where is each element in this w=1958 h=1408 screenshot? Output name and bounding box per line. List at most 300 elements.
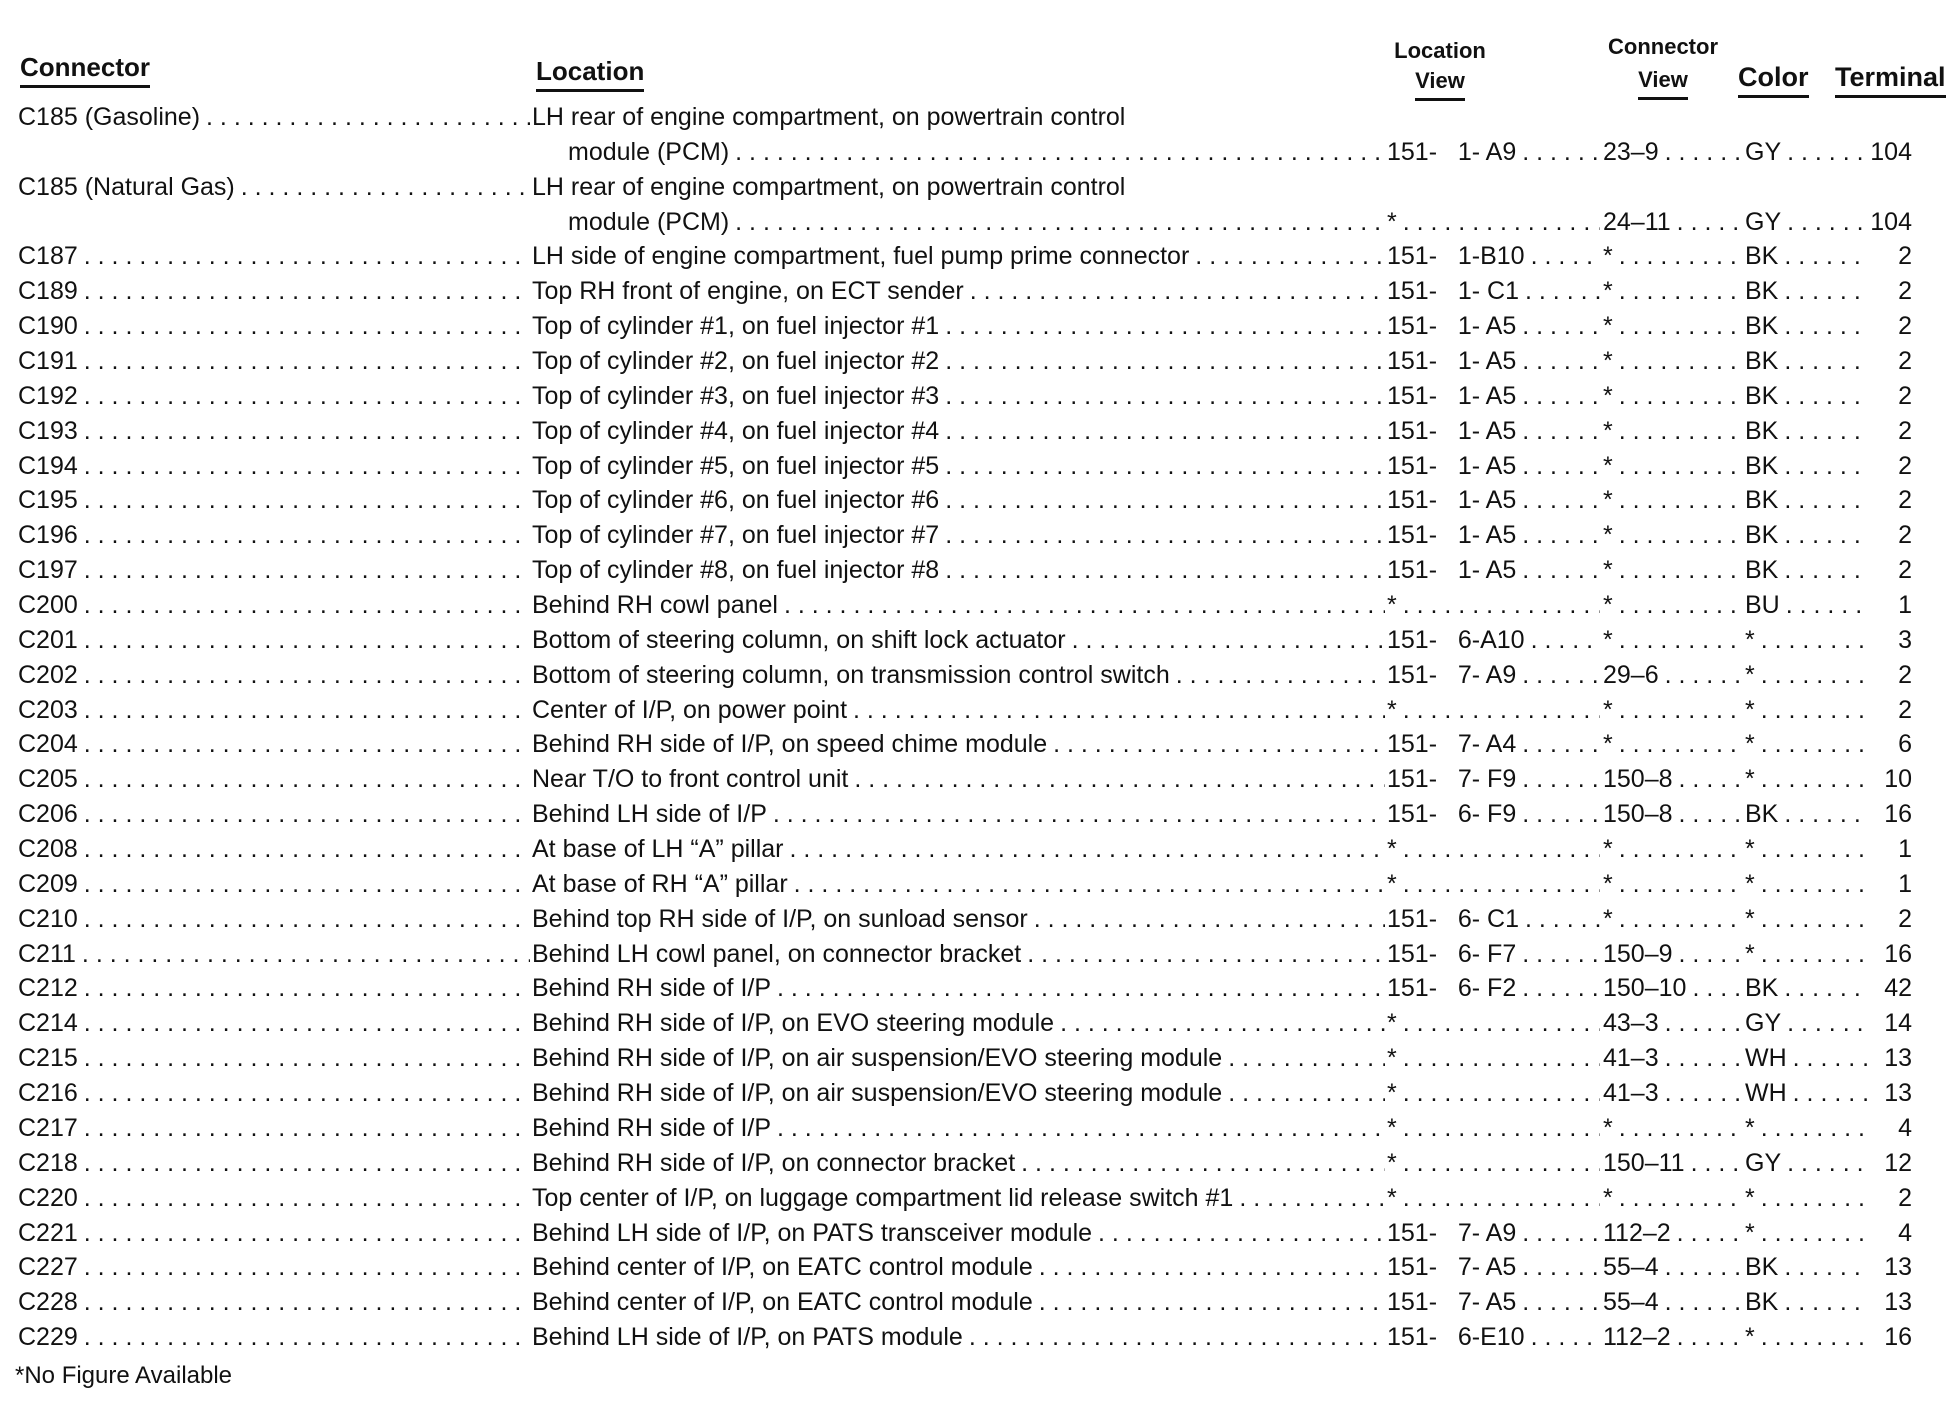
- location-view: [1387, 658, 1600, 693]
- dot-leader: [939, 553, 1385, 588]
- location-text: [532, 797, 1385, 832]
- dot-leader: [1092, 1216, 1385, 1251]
- dot-leader: [1397, 1041, 1600, 1076]
- terminal-count-text: 16: [1884, 800, 1912, 829]
- connector-view-text: 55–4: [1603, 1288, 1659, 1317]
- connector-view-text: *: [1603, 347, 1613, 376]
- dot-leader: [1516, 1285, 1600, 1320]
- location-view: [1387, 1076, 1600, 1111]
- location-text: [532, 309, 1385, 344]
- connector-id-text: C212: [18, 974, 78, 1003]
- terminal-count: [1867, 588, 1912, 623]
- connector-view-text: 24–11: [1603, 207, 1671, 236]
- wire-color: [1745, 832, 1867, 867]
- location-text-text: At base of LH “A” pillar: [532, 835, 784, 864]
- dot-leader: [1397, 1006, 1600, 1041]
- location-text-text: Behind RH side of I/P, on speed chime module: [532, 730, 1048, 759]
- terminal-count-text: 6: [1898, 730, 1912, 759]
- connector-id-text: C217: [18, 1113, 78, 1142]
- connector-view-text: *: [1603, 451, 1613, 480]
- location-text: [532, 1181, 1385, 1216]
- terminal-count: [1867, 623, 1912, 658]
- dot-leader: [1516, 135, 1600, 170]
- connector-view-text: 55–4: [1603, 1253, 1659, 1282]
- table-row: [0, 309, 1958, 344]
- location-text: [532, 379, 1385, 414]
- dot-leader: [1673, 762, 1743, 797]
- location-view-text: 151- 1- A5: [1387, 486, 1517, 515]
- location-view: [1387, 379, 1600, 414]
- location-text-text: Behind RH side of I/P: [532, 1113, 772, 1142]
- connector-id: [18, 1320, 530, 1355]
- connector-view-text: *: [1603, 381, 1613, 410]
- table-row: [0, 449, 1958, 484]
- wire-color: [1745, 344, 1867, 379]
- dot-leader: [76, 937, 530, 972]
- wire-color-text: BK: [1745, 1288, 1779, 1317]
- dot-leader: [1778, 239, 1867, 274]
- table-row: [0, 1285, 1958, 1320]
- terminal-count: [1867, 1041, 1912, 1076]
- connector-id: [18, 1146, 530, 1181]
- location-view-text: 151- 1- A5: [1387, 312, 1517, 341]
- table-row: [0, 867, 1958, 902]
- wire-color: [1745, 693, 1867, 728]
- dot-leader: [1397, 1076, 1600, 1111]
- location-view: [1387, 797, 1600, 832]
- dot-leader: [1054, 1006, 1385, 1041]
- terminal-count: [1867, 693, 1912, 728]
- wire-color: [1745, 135, 1867, 170]
- wire-color-text: *: [1745, 625, 1755, 654]
- connector-view: [1603, 902, 1743, 937]
- location-view: [1387, 727, 1600, 762]
- terminal-count-text: 13: [1884, 1079, 1912, 1108]
- terminal-count-text: 2: [1898, 347, 1912, 376]
- terminal-count-text: 16: [1884, 1323, 1912, 1352]
- connector-view: [1603, 205, 1743, 240]
- location-view-text: 151- 1- C1: [1387, 277, 1520, 306]
- table-row: [0, 762, 1958, 797]
- dot-leader: [847, 693, 1385, 728]
- connector-view: [1603, 1181, 1743, 1216]
- dot-leader: [1613, 832, 1743, 867]
- dot-leader: [767, 797, 1385, 832]
- table-row-continuation: [0, 135, 1958, 170]
- terminal-count-text: 2: [1898, 242, 1912, 271]
- wire-color-text: BK: [1745, 416, 1779, 445]
- connector-view-text: 112–2: [1603, 1218, 1671, 1247]
- location-text-text: Behind center of I/P, on EATC control module: [532, 1288, 1033, 1317]
- dot-leader: [1525, 239, 1600, 274]
- dot-leader: [1516, 414, 1600, 449]
- connector-view-text: 150–11: [1603, 1148, 1685, 1177]
- location-text: [532, 693, 1385, 728]
- dot-leader: [1170, 658, 1385, 693]
- wire-color-text: *: [1745, 939, 1755, 968]
- connector-id-text: C189: [18, 277, 78, 306]
- dot-leader: [1033, 1250, 1385, 1285]
- location-view: [1387, 274, 1600, 309]
- connector-view-text: *: [1603, 277, 1613, 306]
- dot-leader: [1613, 379, 1743, 414]
- connector-id: [18, 658, 530, 693]
- header-connector-view-line2: View: [1638, 65, 1688, 100]
- location-text: [532, 414, 1385, 449]
- wire-color-text: *: [1745, 869, 1755, 898]
- dot-leader: [1613, 588, 1743, 623]
- connector-id: [18, 553, 530, 588]
- connector-view: [1603, 937, 1743, 972]
- dot-leader: [1397, 867, 1600, 902]
- connector-view-text: 43–3: [1603, 1009, 1659, 1038]
- dot-leader: [78, 971, 530, 1006]
- header-location: [536, 56, 644, 92]
- terminal-count-text: 2: [1898, 904, 1912, 933]
- location-text: [532, 1006, 1385, 1041]
- dot-leader: [78, 1041, 530, 1076]
- wire-color-text: BK: [1745, 277, 1779, 306]
- connector-id-text: C196: [18, 521, 78, 550]
- connector-view-text: *: [1603, 486, 1613, 515]
- connector-id-text: C228: [18, 1288, 78, 1317]
- dot-leader: [78, 658, 530, 693]
- dot-leader: [78, 1076, 530, 1111]
- location-text-text: Top of cylinder #6, on fuel injector #6: [532, 486, 940, 515]
- location-text: [532, 727, 1385, 762]
- wire-color-text: *: [1745, 730, 1755, 759]
- connector-id-text: C221: [18, 1218, 78, 1247]
- location-view-text: *: [1387, 1113, 1397, 1142]
- dot-leader: [78, 623, 530, 658]
- location-text: [532, 483, 1385, 518]
- location-view: [1387, 449, 1600, 484]
- connector-view: [1603, 1320, 1743, 1355]
- location-text-text: Behind LH side of I/P, on PATS transceiver module: [532, 1218, 1093, 1247]
- dot-leader: [1516, 1250, 1600, 1285]
- dot-leader: [939, 309, 1385, 344]
- dot-leader: [1516, 309, 1600, 344]
- connector-view: [1603, 762, 1743, 797]
- terminal-count-text: 13: [1884, 1044, 1912, 1073]
- table-row: [0, 239, 1958, 274]
- dot-leader: [1519, 274, 1600, 309]
- dot-leader: [78, 1111, 530, 1146]
- dot-leader: [1613, 867, 1743, 902]
- location-view: [1387, 623, 1600, 658]
- dot-leader: [1755, 1216, 1867, 1251]
- terminal-count-text: 13: [1884, 1288, 1912, 1317]
- table-row: [0, 902, 1958, 937]
- connector-view-text: 41–3: [1603, 1079, 1659, 1108]
- wire-color-text: BK: [1745, 800, 1779, 829]
- connector-id: [18, 100, 530, 135]
- dot-leader: [1778, 309, 1867, 344]
- dot-leader: [1397, 205, 1600, 240]
- connector-id-text: C216: [18, 1079, 78, 1108]
- wire-color: [1745, 727, 1867, 762]
- connector-id-text: C185 (Natural Gas): [18, 172, 235, 201]
- dot-leader: [1659, 1006, 1743, 1041]
- dot-leader: [964, 274, 1385, 309]
- terminal-count: [1867, 205, 1912, 240]
- dot-leader: [1778, 483, 1867, 518]
- wire-color: [1745, 1111, 1867, 1146]
- connector-id-text: C214: [18, 1009, 78, 1038]
- dot-leader: [1516, 344, 1600, 379]
- dot-leader: [1778, 344, 1867, 379]
- terminal-count: [1867, 902, 1912, 937]
- location-view: [1387, 1006, 1600, 1041]
- dot-leader: [1787, 1076, 1867, 1111]
- location-text-line2-text: module (PCM): [568, 207, 730, 236]
- location-view: [1387, 902, 1600, 937]
- location-view-text: *: [1387, 1079, 1397, 1108]
- dot-leader: [1659, 658, 1743, 693]
- location-text: [532, 588, 1385, 623]
- location-view: [1387, 762, 1600, 797]
- terminal-count-text: 2: [1898, 277, 1912, 306]
- dot-leader: [939, 483, 1385, 518]
- dot-leader: [235, 170, 530, 205]
- wire-color-text: *: [1745, 765, 1755, 794]
- location-view-text: 151- 7- A5: [1387, 1253, 1517, 1282]
- terminal-count-text: 42: [1884, 974, 1912, 1003]
- wire-color-text: BK: [1745, 347, 1779, 376]
- dot-leader: [1659, 1076, 1743, 1111]
- connector-view: [1603, 483, 1743, 518]
- wire-color-text: *: [1745, 1183, 1755, 1212]
- connector-view: [1603, 867, 1743, 902]
- location-text: [532, 553, 1385, 588]
- dot-leader: [78, 414, 530, 449]
- terminal-count: [1867, 239, 1912, 274]
- terminal-count: [1867, 1250, 1912, 1285]
- location-text: [532, 1146, 1385, 1181]
- connector-view-text: *: [1603, 591, 1613, 620]
- wire-color-text: BU: [1745, 591, 1780, 620]
- table-row: [0, 727, 1958, 762]
- dot-leader: [1397, 588, 1600, 623]
- location-view-text: *: [1387, 207, 1397, 236]
- location-text-line2: [568, 205, 1385, 240]
- location-text: [532, 762, 1385, 797]
- location-text-text: Top of cylinder #1, on fuel injector #1: [532, 312, 940, 341]
- dot-leader: [200, 100, 530, 135]
- location-text: [532, 344, 1385, 379]
- location-text-text: Top center of I/P, on luggage compartment lid release switch #1: [532, 1183, 1234, 1212]
- terminal-count-text: 2: [1898, 556, 1912, 585]
- dot-leader: [1613, 309, 1743, 344]
- dot-leader: [1021, 937, 1385, 972]
- dot-leader: [1755, 1181, 1867, 1216]
- location-text: [532, 971, 1385, 1006]
- connector-view: [1603, 1041, 1743, 1076]
- connector-id: [18, 414, 530, 449]
- terminal-count: [1867, 1076, 1912, 1111]
- wire-color: [1745, 1076, 1867, 1111]
- dot-leader: [1659, 135, 1743, 170]
- wire-color: [1745, 623, 1867, 658]
- dot-leader: [78, 762, 530, 797]
- dot-leader: [963, 1320, 1385, 1355]
- connector-view-text: 150–10: [1603, 974, 1687, 1003]
- location-text: [532, 100, 1385, 135]
- connector-view-text: 150–8: [1603, 800, 1673, 829]
- connector-id: [18, 449, 530, 484]
- wire-color-text: *: [1745, 695, 1755, 724]
- location-view-text: 151- 6- C1: [1387, 904, 1520, 933]
- dot-leader: [1516, 937, 1600, 972]
- location-text: [532, 658, 1385, 693]
- dot-leader: [1613, 344, 1743, 379]
- wire-color: [1745, 274, 1867, 309]
- connector-id: [18, 274, 530, 309]
- location-text: [532, 449, 1385, 484]
- connector-id: [18, 797, 530, 832]
- wire-color: [1745, 971, 1867, 1006]
- connector-view: [1603, 274, 1743, 309]
- location-view: [1387, 553, 1600, 588]
- dot-leader: [1673, 797, 1743, 832]
- connector-view-text: *: [1603, 416, 1613, 445]
- connector-view: [1603, 1111, 1743, 1146]
- dot-leader: [1613, 693, 1743, 728]
- wire-color: [1745, 902, 1867, 937]
- location-view-text: 151- 6- F2: [1387, 974, 1517, 1003]
- wire-color-text: *: [1745, 1218, 1755, 1247]
- wire-color: [1745, 588, 1867, 623]
- connector-view-text: *: [1603, 521, 1613, 550]
- location-view: [1387, 344, 1600, 379]
- dot-leader: [1755, 832, 1867, 867]
- location-view-text: 151- 1- A9: [1387, 137, 1517, 166]
- connector-id-text: C195: [18, 486, 78, 515]
- connector-id-text: C203: [18, 695, 78, 724]
- dot-leader: [1659, 1250, 1743, 1285]
- table-row: [0, 1250, 1958, 1285]
- connector-view: [1603, 971, 1743, 1006]
- dot-leader: [1516, 449, 1600, 484]
- dot-leader: [1755, 623, 1867, 658]
- location-view-text: *: [1387, 1148, 1397, 1177]
- wire-color: [1745, 553, 1867, 588]
- connector-view: [1603, 518, 1743, 553]
- connector-view-text: *: [1603, 904, 1613, 933]
- terminal-count: [1867, 1006, 1912, 1041]
- table-row: [0, 553, 1958, 588]
- wire-color: [1745, 449, 1867, 484]
- location-text-text: Behind LH cowl panel, on connector bracket: [532, 939, 1022, 968]
- location-view: [1387, 937, 1600, 972]
- footnote: *No Figure Available: [15, 1362, 233, 1389]
- wire-color: [1745, 1181, 1867, 1216]
- wire-color: [1745, 379, 1867, 414]
- location-text-line2: [568, 135, 1385, 170]
- terminal-count-text: 2: [1898, 312, 1912, 341]
- location-text-text: LH side of engine compartment, fuel pump prime connector: [532, 242, 1190, 271]
- wire-color: [1745, 1006, 1867, 1041]
- header-color: [1738, 62, 1809, 98]
- location-text: [532, 170, 1385, 205]
- location-view-text: 151- 6- F9: [1387, 800, 1517, 829]
- dot-leader: [1778, 274, 1867, 309]
- connector-view-text: *: [1603, 730, 1613, 759]
- terminal-count-text: 2: [1898, 1183, 1912, 1212]
- location-text-text: Bottom of steering column, on shift lock actuator: [532, 625, 1066, 654]
- wire-color: [1745, 937, 1867, 972]
- connector-view: [1603, 553, 1743, 588]
- location-text-text: Top of cylinder #4, on fuel injector #4: [532, 416, 940, 445]
- wire-color-text: BK: [1745, 556, 1779, 585]
- location-view: [1387, 1111, 1600, 1146]
- location-view: [1387, 588, 1600, 623]
- wire-color: [1745, 1216, 1867, 1251]
- location-text-text: Behind RH side of I/P, on connector bracket: [532, 1148, 1016, 1177]
- dot-leader: [1397, 1111, 1600, 1146]
- table-row: [0, 170, 1958, 205]
- location-text: [532, 1250, 1385, 1285]
- connector-id: [18, 937, 530, 972]
- dot-leader: [1659, 1041, 1743, 1076]
- connector-id: [18, 1181, 530, 1216]
- connector-view: [1603, 239, 1743, 274]
- terminal-count: [1867, 135, 1912, 170]
- connector-id: [18, 1250, 530, 1285]
- dot-leader: [78, 1006, 530, 1041]
- dot-leader: [78, 588, 530, 623]
- terminal-count: [1867, 379, 1912, 414]
- connector-view-text: *: [1603, 242, 1613, 271]
- terminal-count: [1867, 1216, 1912, 1251]
- location-view-text: 151- 7- A4: [1387, 730, 1517, 759]
- connector-id: [18, 170, 530, 205]
- dot-leader: [1778, 379, 1867, 414]
- table-row: [0, 971, 1958, 1006]
- dot-leader: [1189, 239, 1385, 274]
- terminal-count-text: 4: [1898, 1218, 1912, 1247]
- connector-view: [1603, 1250, 1743, 1285]
- terminal-count: [1867, 344, 1912, 379]
- connector-view: [1603, 379, 1743, 414]
- table-row: [0, 274, 1958, 309]
- dot-leader: [1613, 483, 1743, 518]
- wire-color: [1745, 867, 1867, 902]
- location-view: [1387, 239, 1600, 274]
- connector-id-text: C209: [18, 869, 78, 898]
- location-text-text: LH rear of engine compartment, on powertrain control: [532, 103, 1126, 131]
- location-view-text: *: [1387, 1183, 1397, 1212]
- location-text: [532, 1041, 1385, 1076]
- table-row: [0, 1076, 1958, 1111]
- dot-leader: [1516, 483, 1600, 518]
- dot-leader: [788, 867, 1385, 902]
- connector-view-text: 41–3: [1603, 1044, 1659, 1073]
- dot-leader: [939, 449, 1385, 484]
- dot-leader: [78, 379, 530, 414]
- location-view: [1387, 1320, 1600, 1355]
- location-text-line2-text: module (PCM): [568, 137, 730, 166]
- table-row: [0, 1146, 1958, 1181]
- location-text-text: Top of cylinder #5, on fuel injector #5: [532, 451, 940, 480]
- location-view-text: *: [1387, 835, 1397, 864]
- connector-view: [1603, 1146, 1743, 1181]
- location-view-text: 151- 1- A5: [1387, 451, 1517, 480]
- connector-id: [18, 483, 530, 518]
- wire-color: [1745, 414, 1867, 449]
- location-view-text: 151- 1- A5: [1387, 416, 1517, 445]
- connector-id: [18, 1006, 530, 1041]
